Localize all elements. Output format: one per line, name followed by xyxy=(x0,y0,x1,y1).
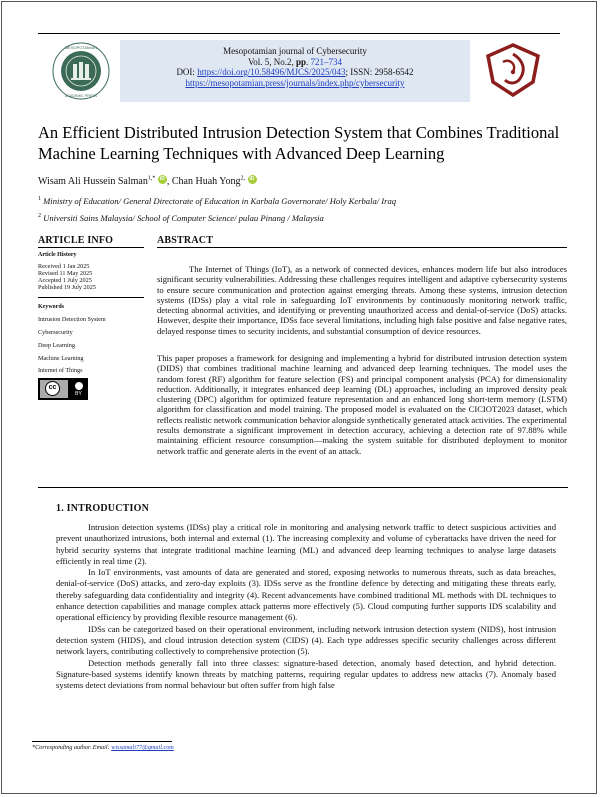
orcid-icon[interactable]: iD xyxy=(159,176,165,182)
affiliation-1 xyxy=(38,196,396,206)
author-2-sup: 2, xyxy=(240,175,245,182)
issn-text: ; ISSN: 2958-6542 xyxy=(345,67,414,77)
by-label: BY xyxy=(75,391,82,397)
person-icon xyxy=(75,382,83,390)
keyword-item: Cybersecurity xyxy=(38,329,73,336)
cc-icon: cc xyxy=(45,381,60,396)
by-icon xyxy=(70,380,87,398)
journal-header-box xyxy=(120,40,470,102)
top-rule xyxy=(38,33,560,34)
history-accepted: Accepted 1 July 2025 xyxy=(38,277,92,284)
author-1-sup: 1,* xyxy=(147,175,156,182)
keyword-item: Machine Learning xyxy=(38,355,84,362)
affiliation-number: 1 xyxy=(38,196,41,203)
intro-paragraph: IDSs can be categorized based on their operational environment, including network intrusion detection system (NIDS), host intrusion detection system (HIDS), and cloud intrusion detection system (CIDS) (4). Each type addresses specific security challenges across different network layers, contributing collectively to comprehensive protection (5). xyxy=(56,623,556,657)
orcid-icon[interactable]: iD xyxy=(249,176,255,182)
corresponding-author-footnote xyxy=(32,744,174,751)
logo-left-top-text: MESOPOTAMIAN xyxy=(64,45,98,50)
abstract-heading: ABSTRACT xyxy=(157,235,214,246)
history-rule xyxy=(38,297,144,298)
keywords-label: Keywords xyxy=(38,304,64,310)
article-info-heading: ARTICLE INFO xyxy=(38,235,114,246)
abstract-paragraph-1: The Internet of Things (IoT), as a network of connected devices, enhances modern life but also introduces significant security vulnerabilities. Addressing these challenges requires intelligent and adaptive cybersecurity systems to ensure secure communication and protection against emerging threats. Among these systems, intrusion detection systems (IDSs) play a vital role in safeguarding IoT environments by continuously monitoring network traffic, detecting abnormal activities, and identifying or preventing unauthorized access and denial-of-service (DoS) attacks. However, despite their importance, IDSs face several limitations, including high false positive and false negative rates, delayed response times to security incidents, and substantial consumption of device resources. xyxy=(157,264,567,336)
affiliation-text: Universiti Sains Malaysia/ School of Computer Science/ pulau Pinang / Malaysia xyxy=(41,213,324,223)
affiliation-2 xyxy=(38,213,324,223)
section-heading-introduction: 1. INTRODUCTION xyxy=(56,503,150,514)
publisher-shield-logo xyxy=(483,42,543,98)
history-published: Published 19 July 2025 xyxy=(38,284,96,291)
authors-line xyxy=(38,175,257,187)
journal-seal-logo xyxy=(52,42,110,100)
keyword-item: Intrusion Detection System xyxy=(38,316,106,323)
logo-left-bottom-text: ACADEMIC PRESS xyxy=(64,94,98,98)
introduction-body xyxy=(56,522,556,691)
volume-line: Vol. 5, No.2, pp. 721–734 xyxy=(247,56,343,67)
page-range: 721–734 xyxy=(310,56,343,67)
volume-text: Vol. 5, No.2, xyxy=(247,56,297,67)
intro-paragraph: In IoT environments, vast amounts of data are generated and stored, exposing networks to numerous threats, such as data breaches, denial-of-service (DoS) attacks, and zero-day exploits (3). IDSs serve as the frontline defence by detecting and mitigating these threats early, thereby safeguarding data confidentiality and integrity (4). Recent advancements have combined traditional ML methods with DL techniques to enhance detection capabilities and manage complex attack patterns more effectively (5). Cloud computing further supports IDS scalability and operational efficiency by providing flexible resource management (6). xyxy=(56,567,556,623)
history-revised: Revised 11 May 2025 xyxy=(38,270,93,277)
doi-line xyxy=(120,67,470,78)
intro-paragraph: Intrusion detection systems (IDSs) play a critical role in monitoring and analysing network traffic to detect suspicious activities and prevent unauthorized intrusions, both internal and external (1). The increasing complexity and volume of cyberattacks have driven the need for hybrid security systems that integrate traditional machine learning (ML) and advanced deep learning techniques to analyse large datasets efficiently in real time (2). xyxy=(56,522,556,566)
cc-by-license-badge[interactable] xyxy=(38,378,88,400)
affiliation-number: 2 xyxy=(38,213,41,220)
intro-paragraph: Detection methods generally fall into three classes: signature-based detection, anomaly based detection, and hybrid detection. Signature-based systems identify known threats by matching patterns, requiring regular updates to address new attacks (7). Anomaly based systems detect deviations from normal behaviour but often suffer from high false xyxy=(56,657,556,691)
footnote-rule xyxy=(32,741,172,742)
article-history-label: Article History xyxy=(38,252,77,258)
author-1-name: Wisam Ali Hussein Salman xyxy=(38,176,148,187)
journal-url-link[interactable]: https://mesopotamian.press/journals/index.php/cybersecurity xyxy=(185,77,405,88)
keyword-item: Internet of Things xyxy=(38,367,83,374)
journal-name: Mesopotamian journal of Cybersecurity xyxy=(223,46,367,56)
affiliation-text: Ministry of Education/ General Directorate of Education in Karbala Governorate/ Holy Kerbala/ Iraq xyxy=(41,196,397,206)
article-info-rule xyxy=(38,247,144,248)
doi-link[interactable]: https://doi.org/10.58496/MJCS/2025/043 xyxy=(197,67,346,77)
abstract-paragraph-2: This paper proposes a framework for designing and implementing a hybrid for distributed intrusion detection system (DIDS) that combines traditional machine learning and advanced deep learning techniques. The model uses the random forest (RF) algorithm for feature selection (FS) and principal component analysis (PCA) for dimensionality reduction. Additionally, it integrates enhanced deep learning (DL) approaches, including an improved density peak clustering (DPC) algorithm for optimized feature representation and an enhanced long short-term memory (LSTM) algorithm for classification and model training. The proposed model is evaluated on the CICIOT2023 dataset, which reflects realistic network communication behavior alongside synthetically generated attack activities. The experimental results demonstrate a significant improvement in detection accuracy, achieving a detection rate of 97.88% while maintaining efficient resource consumption—making the system suitable for distributed deployment to monitor network traffic and generate alerts in the event of an attack. xyxy=(157,353,567,456)
keyword-item: Deep Learning xyxy=(38,342,75,349)
author-email-link[interactable]: wissamali77@gmail.com xyxy=(111,744,174,751)
footnote-label: *Corresponding author. Email: xyxy=(32,744,112,751)
history-received: Received 1 Jan 2025 xyxy=(38,263,90,270)
abstract-rule xyxy=(157,247,567,248)
paper-title: An Efficient Distributed Intrusion Detection System that Combines Traditional Machine Learning Techniques with Advanced Deep Learning xyxy=(38,123,560,163)
doi-label: DOI: xyxy=(176,67,198,77)
author-2-name: , Chan Huah Yong xyxy=(166,176,241,187)
abstract-bottom-rule xyxy=(38,487,568,488)
pp-label: pp xyxy=(296,56,307,67)
